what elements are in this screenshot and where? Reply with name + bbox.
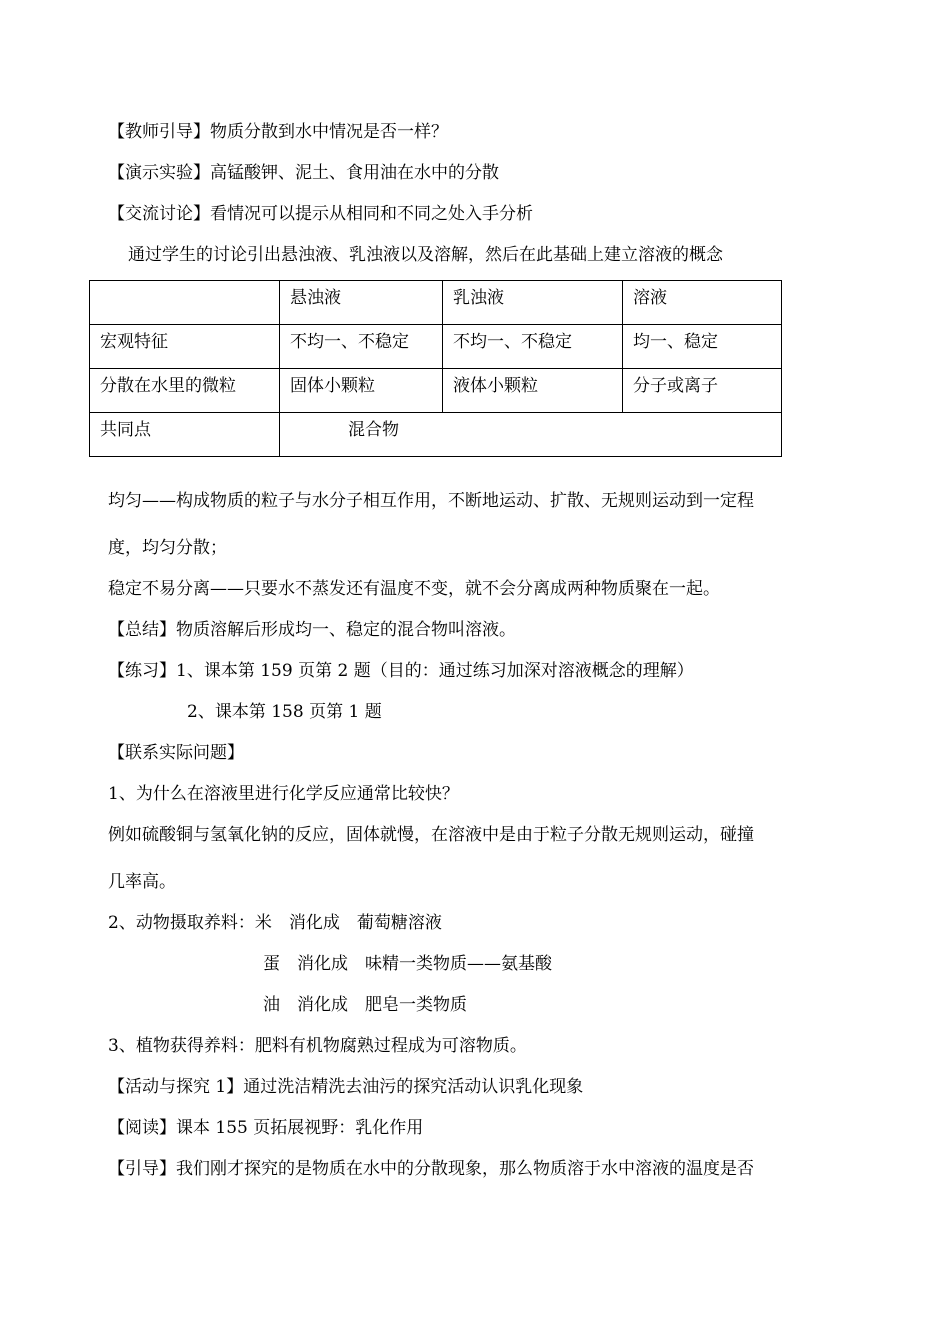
table-header-cell: 悬浊液 bbox=[280, 281, 443, 325]
question-2-egg: 蛋 消化成 味精一类物质——氨基酸 bbox=[263, 954, 552, 974]
question-2-oil: 油 消化成 肥皂一类物质 bbox=[263, 995, 467, 1015]
exercise-line-1: 【练习】1、课本第 159 页第 2 题（目的：通过练习加深对溶液概念的理解） bbox=[108, 661, 694, 681]
activity-line: 【活动与探究 1】通过洗洁精洗去油污的探究活动认识乳化现象 bbox=[108, 1077, 584, 1097]
question-1-answer-cont: 几率高。 bbox=[108, 872, 176, 892]
table-cell: 液体小颗粒 bbox=[443, 369, 623, 413]
summary-line: 【总结】物质溶解后形成均一、稳定的混合物叫溶液。 bbox=[108, 620, 516, 640]
table-cell: 固体小颗粒 bbox=[280, 369, 443, 413]
table-cell: 分散在水里的微粒 bbox=[90, 369, 280, 413]
intro-line: 通过学生的讨论引出悬浊液、乳浊液以及溶解，然后在此基础上建立溶液的概念 bbox=[128, 245, 723, 265]
table-header-row bbox=[90, 281, 782, 325]
table-cell: 宏观特征 bbox=[90, 325, 280, 369]
question-1-answer: 例如硫酸铜与氢氧化钠的反应，固体就慢，在溶液中是由于粒子分散无规则运动，碰撞 bbox=[108, 825, 754, 845]
table-cell: 不均一、不稳定 bbox=[280, 325, 443, 369]
stable-definition-line: 稳定不易分离——只要水不蒸发还有温度不变，就不会分离成两种物质聚在一起。 bbox=[108, 579, 720, 599]
reading-line: 【阅读】课本 155 页拓展视野：乳化作用 bbox=[108, 1118, 424, 1138]
table-cell: 共同点 bbox=[90, 413, 280, 457]
comparison-table bbox=[89, 280, 782, 457]
uniform-definition-line: 均匀——构成物质的粒子与水分子相互作用，不断地运动、扩散、无规则运动到一定程 bbox=[108, 491, 754, 511]
table-cell: 不均一、不稳定 bbox=[443, 325, 623, 369]
demo-experiment-line: 【演示实验】高锰酸钾、泥土、食用油在水中的分散 bbox=[108, 163, 499, 183]
guide-line: 【引导】我们刚才探究的是物质在水中的分散现象，那么物质溶于水中溶液的温度是否 bbox=[108, 1159, 754, 1179]
table-cell: 均一、稳定 bbox=[623, 325, 782, 369]
table-header-cell: 乳浊液 bbox=[443, 281, 623, 325]
table-cell-merged: 混合物 bbox=[280, 413, 782, 457]
teacher-guide-line: 【教师引导】物质分散到水中情况是否一样？ bbox=[108, 122, 448, 142]
table-row bbox=[90, 325, 782, 369]
question-1: 1、为什么在溶液里进行化学反应通常比较快？ bbox=[108, 784, 459, 804]
uniform-definition-cont: 度，均匀分散； bbox=[108, 538, 227, 558]
question-2: 2、动物摄取养料：米 消化成 葡萄糖溶液 bbox=[108, 913, 442, 933]
exercise-line-2: 2、课本第 158 页第 1 题 bbox=[187, 702, 382, 722]
table-cell bbox=[90, 281, 280, 325]
practical-questions-heading: 【联系实际问题】 bbox=[108, 743, 244, 763]
table-row bbox=[90, 369, 782, 413]
table-cell: 分子或离子 bbox=[623, 369, 782, 413]
table-header-cell: 溶液 bbox=[623, 281, 782, 325]
discussion-line: 【交流讨论】看情况可以提示从相同和不同之处入手分析 bbox=[108, 204, 533, 224]
question-3: 3、植物获得养料：肥料有机物腐熟过程成为可溶物质。 bbox=[108, 1036, 527, 1056]
table-row-common bbox=[90, 413, 782, 457]
